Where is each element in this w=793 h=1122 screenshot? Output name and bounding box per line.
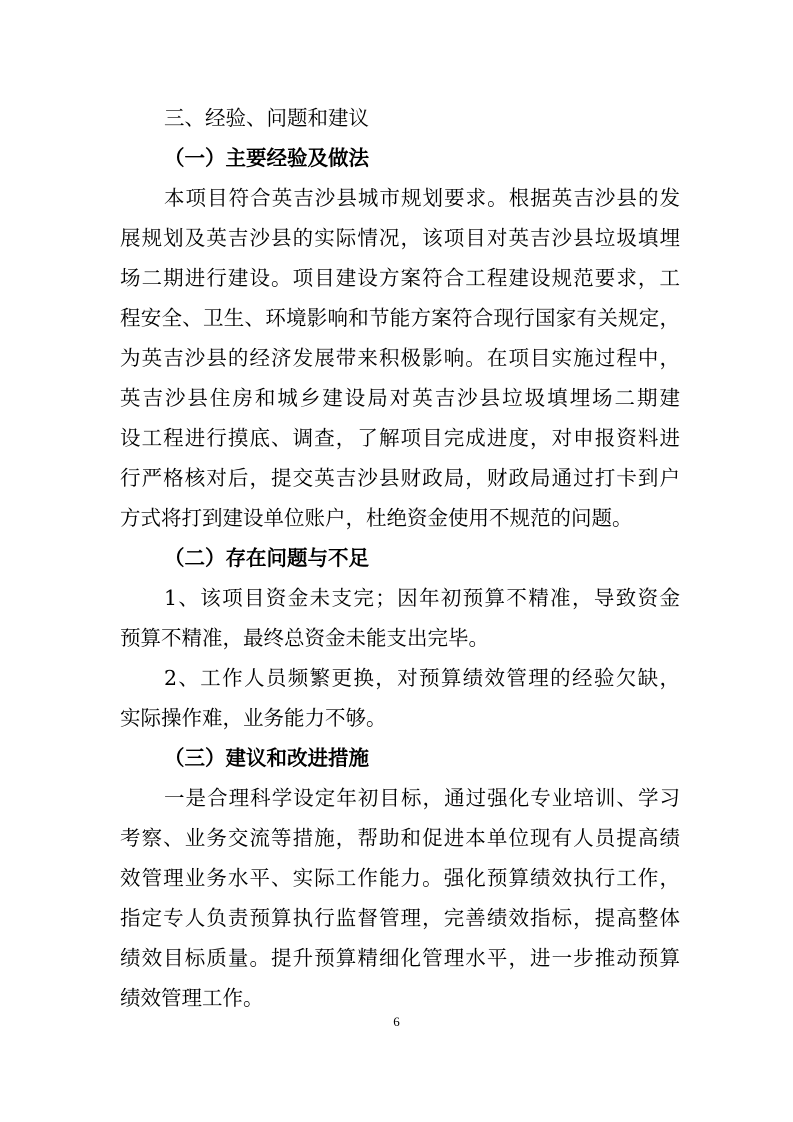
problem-item-1-line: 1、该项目资金未支完；因年初预算不精准，导致资金 [164, 586, 680, 610]
paragraph-line: 一是合理科学设定年初目标，通过强化专业培训、学习 [164, 786, 680, 810]
paragraph-line: 本项目符合英吉沙县城市规划要求。根据英吉沙县的发 [164, 186, 680, 210]
paragraph-line: 程安全、卫生、环境影响和节能方案符合现行国家有关规定， [120, 306, 680, 330]
paragraph-line: 绩效管理工作。 [120, 986, 264, 1010]
paragraph-line: 指定专人负责预算执行监督管理，完善绩效指标，提高整体 [120, 906, 680, 930]
subsection-title-suggestions: （三）建议和改进措施 [164, 746, 369, 770]
problem-item-2-line: 实际操作难，业务能力不够。 [120, 706, 387, 730]
subsection-title-experience: （一）主要经验及做法 [164, 146, 369, 170]
paragraph-line: 绩效目标质量。提升预算精细化管理水平，进一步推动预算 [120, 946, 680, 970]
problem-item-2-line: 2、工作人员频繁更换，对预算绩效管理的经验欠缺， [164, 666, 680, 690]
paragraph-line: 为英吉沙县的经济发展带来积极影响。在项目实施过程中， [120, 346, 680, 370]
paragraph-line: 场二期进行建设。项目建设方案符合工程建设规范要求，工 [120, 266, 680, 290]
paragraph-line: 效管理业务水平、实际工作能力。强化预算绩效执行工作， [120, 866, 680, 890]
paragraph-line: 行严格核对后，提交英吉沙县财政局，财政局通过打卡到户 [120, 466, 680, 490]
paragraph-line: 展规划及英吉沙县的实际情况，该项目对英吉沙县垃圾填埋 [120, 226, 680, 250]
paragraph-line: 英吉沙县住房和城乡建设局对英吉沙县垃圾填埋场二期建 [120, 386, 680, 410]
section-title: 三、经验、问题和建议 [164, 106, 369, 130]
paragraph-line: 方式将打到建设单位账户，杜绝资金使用不规范的问题。 [120, 506, 633, 530]
subsection-title-problems: （二）存在问题与不足 [164, 546, 369, 570]
paragraph-line: 考察、业务交流等措施，帮助和促进本单位现有人员提高绩 [120, 826, 680, 850]
paragraph-line: 设工程进行摸底、调查，了解项目完成进度，对申报资料进 [120, 426, 680, 450]
page-number: 6 [393, 1014, 400, 1029]
problem-item-1-line: 预算不精准，最终总资金未能支出完毕。 [120, 626, 489, 650]
